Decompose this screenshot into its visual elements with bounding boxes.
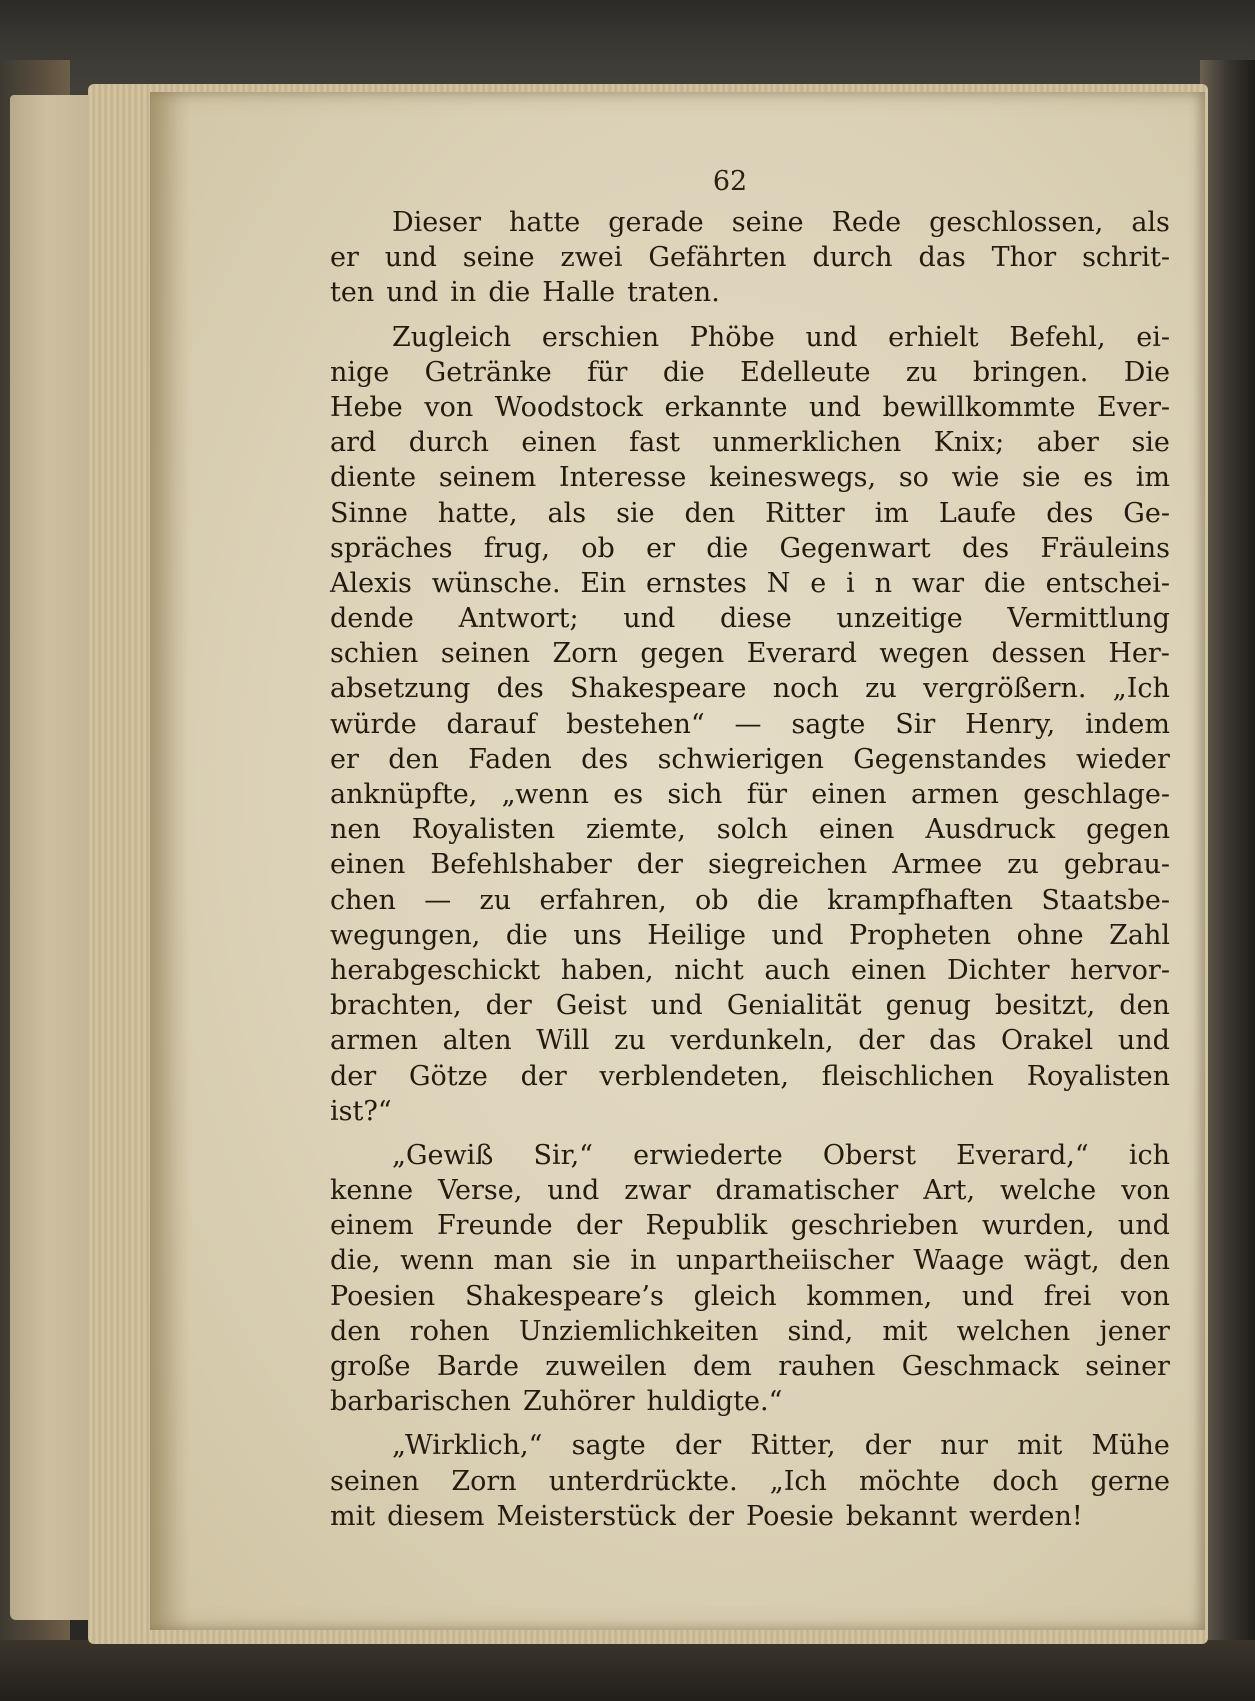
text-line: Zugleich erschien Phöbe und erhielt Befehl, ei- bbox=[392, 321, 1170, 353]
text-line: anknüpfte, „wenn es sich für einen armen geschlage- bbox=[330, 779, 1170, 810]
text-line: nen Royalisten ziemte, solch einen Ausdruck gegen bbox=[330, 814, 1170, 846]
text-line: spräches frug, ob er die Gegenwart des Fräuleins bbox=[330, 532, 1170, 564]
text-line: herabgeschickt haben, nicht auch einen Dichter hervor- bbox=[330, 954, 1170, 986]
page-text bbox=[330, 205, 1170, 1534]
text-line: einem Freunde der Republik geschrieben wurden, und bbox=[330, 1210, 1170, 1242]
text-line: chen — zu erfahren, ob die krampfhaften Staatsbe- bbox=[330, 884, 1170, 916]
text-line: schien seinen Zorn gegen Everard wegen dessen Her- bbox=[330, 638, 1170, 670]
paragraph-gap bbox=[330, 1419, 1170, 1428]
text-line: ten und in die Halle traten. bbox=[330, 277, 720, 309]
text-line: die, wenn man sie in unpartheiischer Waage wägt, den bbox=[330, 1245, 1170, 1277]
paragraph-gap bbox=[330, 311, 1170, 320]
text-line: ard durch einen fast unmerklichen Knix; aber sie bbox=[330, 427, 1170, 459]
text-line: würde darauf bestehen“ — sagte Sir Henry, indem bbox=[330, 708, 1170, 740]
text-line: Hebe von Woodstock erkannte und bewillkommte Ever- bbox=[330, 391, 1170, 423]
paragraph-gap bbox=[330, 1129, 1170, 1138]
text-line: mit diesem Meisterstück der Poesie bekannt werden! bbox=[330, 1500, 1083, 1532]
text-line: dende Antwort; und diese unzeitige Vermittlung bbox=[330, 603, 1170, 635]
text-line: der Götze der verblendeten, fleischlichen Royalisten bbox=[330, 1060, 1170, 1092]
text-line: Alexis wünsche. Ein ernstes N e i n war die entschei- bbox=[330, 567, 1170, 599]
text-line: große Barde zuweilen dem rauhen Geschmack seiner bbox=[330, 1351, 1170, 1382]
text-line: Poesien Shakespeare’s gleich kommen, und frei von bbox=[330, 1280, 1170, 1312]
text-line: ist?“ bbox=[330, 1095, 392, 1127]
text-line: den rohen Unziemlichkeiten sind, mit welchen jener bbox=[330, 1315, 1170, 1347]
text-line: barbarischen Zuhörer huldigte.“ bbox=[330, 1386, 783, 1418]
text-line: einen Befehlshaber der siegreichen Armee zu gebrau- bbox=[330, 849, 1170, 881]
text-line: „Gewiß Sir,“ erwiederte Oberst Everard,“ ich bbox=[392, 1139, 1170, 1171]
text-line: armen alten Will zu verdunkeln, der das Orakel und bbox=[330, 1025, 1170, 1057]
text-line: diente seinem Interesse keineswegs, so wie sie es im bbox=[330, 462, 1170, 494]
text-line: „Wirklich,“ sagte der Ritter, der nur mit Mühe bbox=[392, 1430, 1170, 1462]
book-cover-right bbox=[1200, 60, 1255, 1701]
book-cover-bottom bbox=[0, 1640, 1255, 1701]
text-line: er und seine zwei Gefährten durch das Thor schrit- bbox=[330, 242, 1170, 274]
text-line: Dieser hatte gerade seine Rede geschlossen, als bbox=[392, 207, 1170, 238]
gutter-shadow bbox=[150, 92, 190, 1630]
text-line: kenne Verse, und zwar dramatischer Art, welche von bbox=[330, 1175, 1170, 1207]
text-line: seinen Zorn unterdrückte. „Ich möchte doch gerne bbox=[330, 1465, 1170, 1497]
text-line: nige Getränke für die Edelleute zu bringen. Die bbox=[330, 356, 1170, 388]
text-line: wegungen, die uns Heilige und Propheten ohne Zahl bbox=[330, 919, 1170, 951]
text-line: brachten, der Geist und Genialität genug besitzt, den bbox=[330, 990, 1170, 1022]
text-line: Sinne hatte, als sie den Ritter im Laufe des Ge- bbox=[330, 497, 1170, 529]
page-number: 62 bbox=[712, 166, 748, 197]
text-line: absetzung des Shakespeare noch zu vergrößern. „Ich bbox=[330, 673, 1170, 705]
text-line: er den Faden des schwierigen Gegenstandes wieder bbox=[330, 743, 1170, 775]
